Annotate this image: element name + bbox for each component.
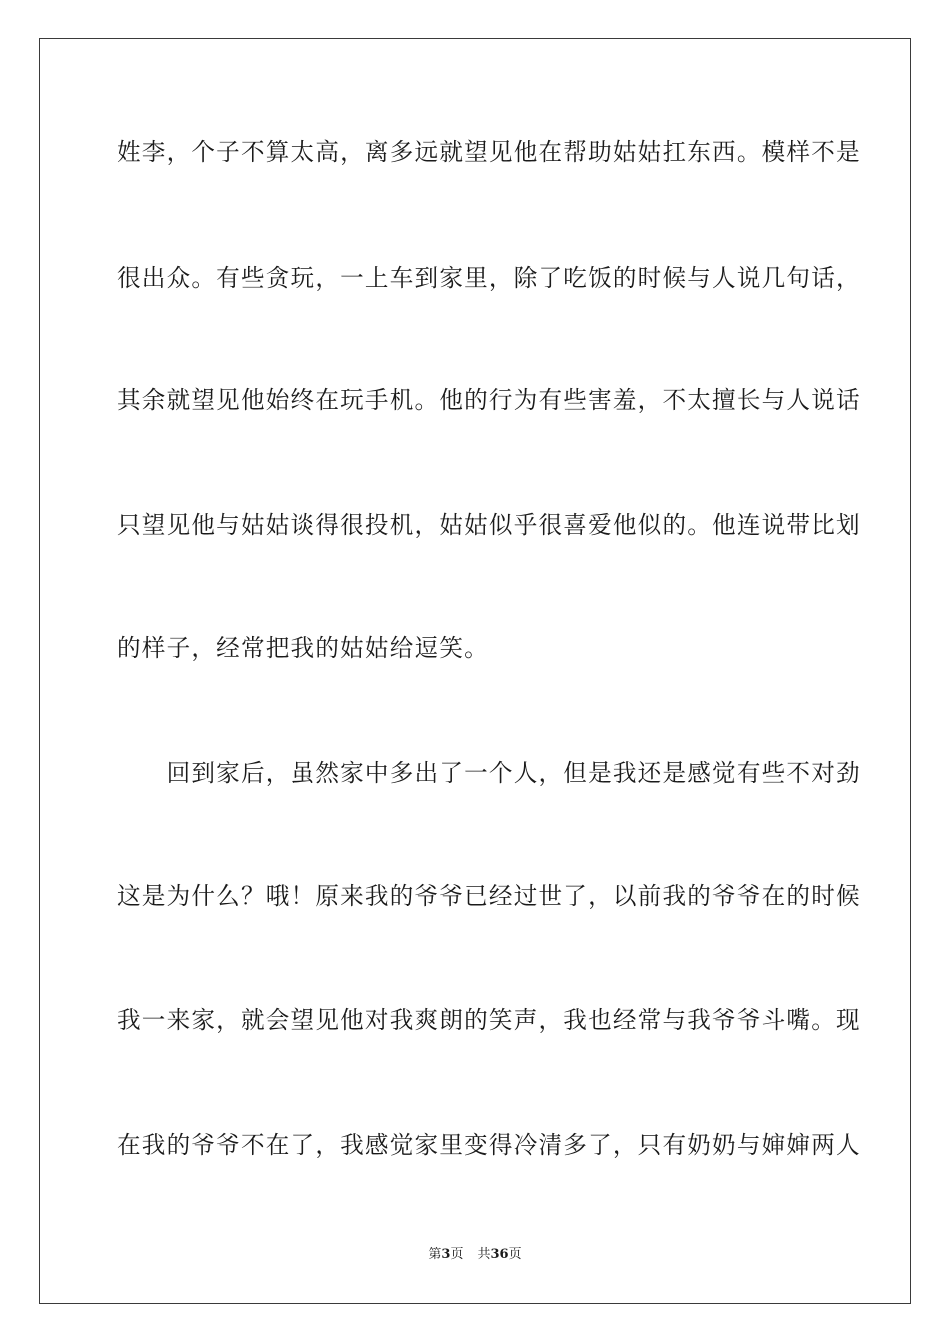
text-line-6: 回到家后，虽然家中多出了一个人，但是我还是感觉有些不对劲 — [117, 759, 861, 787]
page-border — [39, 38, 911, 1304]
text-line-4: 只望见他与姑姑谈得很投机，姑姑似乎很喜爱他似的。他连说带比划 — [117, 511, 861, 539]
page-footer — [0, 1246, 950, 1264]
total-prefix: 共 — [477, 1247, 491, 1262]
text-line-9: 在我的爷爷不在了，我感觉家里变得冷清多了，只有奶奶与婶婶两人 — [117, 1131, 861, 1159]
text-line-3: 其余就望见他始终在玩手机。他的行为有些害羞，不太擅长与人说话 — [117, 386, 861, 414]
text-line-1: 姓李，个子不算太高，离多远就望见他在帮助姑姑扛东西。模样不是 — [117, 138, 861, 166]
page-number: 3 — [441, 1247, 451, 1262]
page-suffix: 页 — [450, 1247, 464, 1262]
text-line-8: 我一来家，就会望见他对我爽朗的笑声，我也经常与我爷爷斗嘴。现 — [117, 1006, 861, 1034]
text-line-5: 的样子，经常把我的姑姑给逗笑。 — [117, 634, 489, 662]
page-prefix: 第 — [428, 1247, 442, 1262]
total-suffix: 页 — [508, 1247, 522, 1262]
total-pages: 36 — [490, 1247, 509, 1262]
text-line-7: 这是为什么？哦！原来我的爷爷已经过世了，以前我的爷爷在的时候 — [117, 882, 861, 910]
text-line-2: 很出众。有些贪玩，一上车到家里，除了吃饭的时候与人说几句话， — [117, 264, 861, 292]
